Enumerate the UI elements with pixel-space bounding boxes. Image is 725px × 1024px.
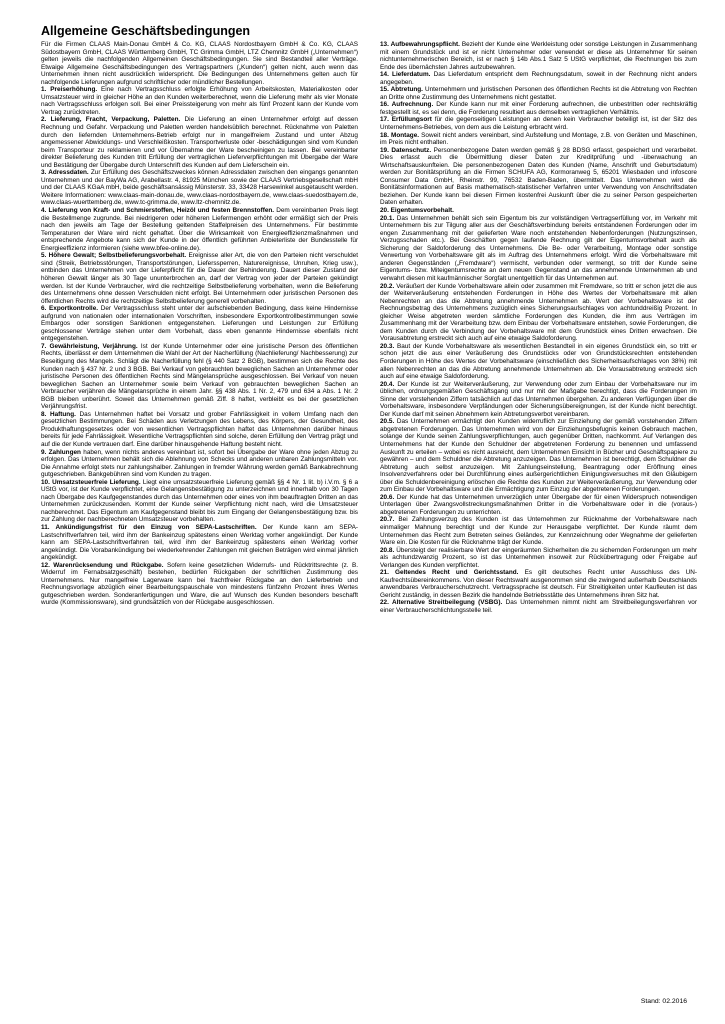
terms-paragraph: [41, 116, 358, 169]
paragraph-text: Zur Erfüllung des Geschäftszweckes können Adressdaten zwischen den eingangs genannten Unternehmen und der BayWa AG, Arabellastr. 4, 81925 München sowie der CLAAS Vertriebsgesellschaft mbH und der CLAAS KGaA mbH, beide geschäftsansässig Münsterstr. 33, 33428 Harsewinkel ausgetauscht werden. Weitere Informationen: www.claas-main-donau.de, www.claas-nordostbayern.de, www.claas-suedostbayern.de, www.claas-wuerttemberg.de, www.tc-grimma.de, www.ltz-chemnitz.de.: [41, 169, 358, 207]
terms-paragraph: [41, 524, 358, 562]
terms-paragraph: [380, 71, 697, 86]
paragraph-text: für die gegenseitigen Leistungen an denen kein Verbraucher beteiligt ist, ist der Sitz des Unternehmens-Betriebes, von dem aus die Leistung erbracht wird.: [380, 116, 697, 132]
paragraph-text: Ist der Kunde Unternehmer oder eine juristische Person des öffentlichen Rechts, überlässt er dem Unternehmen die Wahl der Art der Nacherfüllung (Nachlieferung/ Nachbesserung) zur Beseitigung des Mangels. Schlägt die Nacherfüllung fehl (§ 440 Satz 2 BGB), bestimmen sich die Rechte des Kunden nach § 437 Nr. 2 und 3 BGB. Bei Verkauf von gebrauchten beweglichen Sachen an Unternehmer oder juristische Personen des öffentlichen Rechts sind Mängelansprüche ausgeschlossen. Bei Verkauf von neuen beweglichen Sachen an Unternehmer sowie beim Verkauf von gebrauchten beweglichen Sachen an Verbraucher verjähren die Mängelansprüche in einem Jahr. §§ 438 Abs. 1 Nr. 2, 479 und 634 a Abs. 1 Nr. 2 BGB bleiben unberührt. Soweit das Unternehmen gemäß Ziff. 8 haftet, verbleibt es bei der gesetzlichen Verjährungsfrist.: [41, 342, 358, 411]
paragraph-heading: 6. Exportkontrolle.: [41, 305, 99, 313]
paragraph-heading: 20.5.: [380, 418, 395, 426]
paragraph-text: Die Lieferung an einen Unternehmer erfolgt auf dessen Rechnung und Gefahr. Verpackung und Paletten werden handelsüblich berechnet. Rücknahme von Paletten durch den liefernden Unternehmens-Betrieb erfolgt nur in mangelfreiem Zustand und unter Abzug angemessener Abwicklungs- und Verschleißkosten. Transportverluste oder -beschädigungen sind vom Kunden beim Transporteur zu reklamieren und vor Übernahme der Ware bescheinigen zu lassen. Bei vereinbarter direkter Belieferung des Kunden tritt Erfüllung der vertraglichen Lieferverpflichtungen mit Übergabe der Ware und Bestätigung der Übergabe durch Unterschrift des Kunden auf dem Lieferschein ein.: [41, 116, 358, 169]
terms-paragraph: [41, 562, 358, 607]
paragraph-heading: 20.6.: [380, 493, 395, 501]
paragraph-text: Das Unternehmen nimmt nicht am Streitbeilegungsverfahren vor einer Verbraucherschlichtungsstelle teil.: [380, 599, 697, 615]
paragraph-heading: 20.8.: [380, 546, 395, 554]
paragraph-text: Liegt eine umsatzsteuerfreie Lieferung gemäß §§ 4 Nr. 1 lit. b) i.V.m. § 6 a UStG vor, ist der Kunde verpflichtet, eine Gelangensbestätigung zu unterzeichnen und innerhalb von 30 Tagen nach Übergabe des Kaufgegenstandes durch das Unternehmen oder eines von ihm beauftragten Dritten an das Unternehmen zurückzusenden. Kommt der Kunde seiner Verpflichtung nicht nach, wird die Umsatzsteuer nachberechnet. Das Eigentum am Kaufgegenstand bleibt bis zum Eingang der Gelangensbestätigung bzw. bis zur Zahlung der nachberechneten Umsatzsteuer vorbehalten.: [41, 478, 358, 524]
paragraph-text: Der Kunde ist zur Weiterveräußerung, zur Verwendung oder zum Einbau der Vorbehaltsware nur im üblichen, ordnungsgemäßen Geschäftsgang und nur mit der Maßgabe berechtigt, dass die Forderungen im Sinne der vorstehenden Ziffern tatsächlich auf das Unternehmen übergehen. Zu anderen Verfügungen über die Vorbehaltsware, insbesondere Verpfändungen oder Sicherungsübereignungen, ist der Kunde nicht berechtigt. Der Kunde darf mit seinen Abnehmern kein Abtretungsverbot vereinbaren.: [380, 380, 697, 418]
terms-paragraph: [41, 41, 358, 86]
document-title: Allgemeine Geschäftsbedingungen: [41, 24, 251, 38]
paragraph-heading: 13. Aufbewahrungspflicht.: [380, 41, 460, 48]
terms-paragraph: [380, 132, 697, 147]
terms-paragraph: [41, 411, 358, 449]
paragraph-text: Bei Zahlungsverzug des Kunden ist das Unternehmen zur Rücknahme der Vorbehaltsware nach einmaliger Mahnung berechtigt und der Kunde zur Herausgabe verpflichtet. Der Kunde räumt dem Unternehmen das Recht zum Betreten seines Geländes, zur Kennzeichnung oder Wegnahme der gelieferten Ware ein. Die Kosten für die Rücknahme trägt der Kunde.: [380, 516, 697, 547]
paragraph-heading: 4. Lieferung von Kraft- und Schmierstoffen, Heizöl und festen Brennstoffen.: [41, 207, 275, 215]
terms-paragraph: [380, 116, 697, 131]
paragraph-text: Personenbezogene Daten werden gemäß § 28 BDSG erfasst, gespeichert und verarbeitet. Dies erfasst auch die Übermittlung dieser Daten zur Kreditprüfung und -überwachung an Wirtschaftsauskunfteien. Die personenbezogenen Daten des Kunden (Name, Anschrift und Geburtsdatum) werden zur Bonitätsprüfung an die Firmen SCHUFA AG, Kormoranweg 5, 65201 Wiesbaden und infoscore Consumer Data GmbH, Rheinstr. 99, 76532 Baden-Baden, übermittelt. Das Unternehmen wird die Bonitätsinformationen auf Basis mathematisch-statistischer Verfahren unter Verwendung von Anschriftsdaten beziehen. Der Kunde kann bei diesen Firmen kostenfrei Auskunft über die zu seiner Person gespeicherten Daten erhalten.: [380, 146, 697, 207]
paragraph-text: Dem vereinbarten Preis liegt die Bestellmenge zugrunde. Bei niedrigeren oder höheren Liefermengen erhöht oder ermäßigt sich der Preis nach den jeweils am Tage der Bestellung geltenden Staffelpreisen des Unternehmens. Für bestimmte Temperaturen der Ware wird nicht gehaftet. Über die Wirksamkeit von Energieeffizienzmaßnahmen und entsprechende Angebote kann sich der Kunde in der öffentlich geführten Anbieterliste der Bundesstelle für Energieeffizienz informieren (siehe www.bfee-online.de).: [41, 207, 358, 252]
paragraph-text: Baut der Kunde Vorbehaltsware als wesentlichen Bestandteil in ein eigenes Grundstück ein, so tritt er schon jetzt die aus einer Veräußerung des Grundstücks oder von Grundstücksrechten entstehenden Forderungen in Höhe des Wertes der Vorbehaltsware (einschließlich des Sicherheitsaufschlages von 38%) mit allen Nebenrechten an das die Abtretung annehmende Unternehmen ab. Die Vorausabtretung erstreckt sich auch auf eine etwaige Saldoforderung.: [380, 342, 697, 381]
paragraph-text: Übersteigt der realisierbare Wert der eingeräumten Sicherheiten die zu sichernden Forderungen um mehr als achtundzwanzig Prozent, so ist das Unternehmen insoweit zur Rückübertragung oder Freigabe auf Verlangen des Kunden verpflichtet.: [380, 546, 698, 569]
paragraph-heading: 20.2.: [380, 282, 395, 290]
paragraph-text: Ereignisse aller Art, die von den Parteien nicht verschuldet sind (Streik, Betriebsstörungen, Transportstörungen, Lieferssperren, Naturereignisse, Unruhen, Krieg usw.), entbinden das Unternehmen von der Lieferpflicht für die Dauer der Behinderung. Dauert dieser Zustand der höheren Gewalt länger als 30 Tage ununterbrochen an, darf der Vertrag von jeder der Parteien gekündigt werden. Ist der Kunde Verbraucher, wird die rechtzeitige Selbstbelieferung vorbehalten, wenn die Belieferung des Unternehmens ohne dessen Verschulden nicht erfolgt. Bei Unternehmern oder juristischen Personen des öffentlichen Rechts wird die rechtzeitige Selbstbelieferung generell vorbehalten.: [41, 252, 358, 305]
paragraph-text: Das Unternehmen ermächtigt den Kunden widerruflich zur Einziehung der gemäß vorstehenden Ziffern abgetretenen Forderungen. Das Unternehmen wird von der Einziehungsbefugnis keinen Gebrauch machen, solange der Kunde seinen Zahlungsverpflichtungen, auch gegenüber Dritten, nachkommt. Auf Verlangen des Unternehmens hat der Kunde den Schuldner der abgetretenen Forderung zu benennen und umfassend Auskunft zu erteilen – wobei es nicht ausreicht, dem Unternehmen Einsicht in Bücher und Geschäftspapiere zu gewähren – und dem Schuldner die Abtretung anzuzeigen. Das Unternehmen ist berechtigt, dem Schuldner die Abtretung auch selbst anzuzeigen. Mit Zahlungseinstellung, Beantragung oder Eröffnung eines Insolvenzverfahrens oder bei Durchführung eines außergerichtlichen Einigungsversuches mit den Gläubigern über die Schuldenbereinigung erlöschen die Rechte des Kunden zur Weiterveräußerung, zur Verwendung oder zum Einbau der Vorbehaltsware und die Ermächtigung zum Einzug der abgetretenen Forderungen.: [380, 418, 697, 494]
paragraph-text: Soweit nicht anders vereinbart, sind Aufstellung und Montage, z.B. von Geräten und Maschinen, im Preis nicht enthalten.: [380, 131, 697, 147]
terms-paragraph: [41, 479, 358, 524]
footer-date: Stand: 02.2016: [640, 998, 687, 1005]
paragraph-heading: 3. Adressdaten.: [41, 169, 89, 177]
terms-paragraph: [380, 547, 697, 570]
paragraph-text: Unternehmern und juristischen Personen des öffentlichen Rechts ist die Abtretung von Rechten an Dritte ohne Zustimmung des Unternehmens nicht gestattet.: [380, 86, 697, 101]
terms-paragraph: [380, 41, 697, 71]
terms-paragraph: [380, 418, 697, 493]
terms-column-left: [41, 41, 358, 607]
terms-paragraph: [41, 343, 358, 411]
terms-paragraph: [380, 599, 697, 614]
terms-paragraph: [380, 101, 697, 116]
terms-paragraph: [380, 215, 697, 283]
paragraph-heading: 1. Preiserhöhung.: [41, 86, 98, 94]
paragraph-text: Der Vertragsschluss steht unter der aufschiebenden Bedingung, dass keine Hindernisse aufgrund von nationalen oder internationalen Vorschriften, insbesondere Exportkontrollbestimmungen sowie Embargos oder sonstigen Sanktionen entgegenstehen. Lieferungen und Leistungen zur Erfüllung geschlossener Verträge stehen unter dem Vorbehalt, dass eben genannte Hindernisse ebenfalls nicht entgegenstehen.: [41, 305, 359, 343]
paragraph-heading: 7. Gewährleistung, Verjährung.: [41, 342, 138, 350]
paragraph-heading: 20.1.: [380, 214, 395, 222]
paragraph-heading: 5. Höhere Gewalt; Selbstbelieferungsvorbehalt.: [41, 252, 187, 260]
paragraph-text: Es gilt deutsches Recht unter Ausschluss des UN-Kaufrechtsübereinkommens. Von dieser Rechtswahl ausgenommen sind die zwingend außerhalb Deutschlands anwendbares Verbraucherschutzrecht. Vertragssprache ist deutsch. Für Streitigkeiten unter Kaufleuten ist das Gericht zuständig, in dessen Bezirk die handelnde Betriebsstätte des Unternehmens ihren Sitz hat.: [380, 569, 697, 599]
paragraph-text: Eine nach Vertragsschluss erfolgte Erhöhung von Arbeitskosten, Materialkosten oder Umsatzsteuer wird in gleicher Höhe an den Kunden weiterberechnet, wenn die Lieferung mehr als vier Monate nach Vertragsschluss erfolgen soll. Bei einer Preissteigerung von mehr als fünf Prozent kann der Kunde vom Vertrag zurücktreten.: [41, 86, 358, 116]
paragraph-text: Das Unternehmen behält sich sein Eigentum bis zur vollständigen Vertragserfüllung vor, im Verkehr mit Unternehmern bis zur Tilgung aller aus der Geschäftsverbindung bereits entstandenen Forderungen oder im engen Zusammenhang mit der gelieferten Ware noch entstehenden Nebenforderungen (Nutzungszinsen, Verzugsschaden etc.). Bei Geschäften gegen laufende Rechnung gilt der Eigentumsvorbehalt auch als Sicherung der Saldoforderung des Unternehmens. Die Be- oder Verarbeitung, Montage oder sonstige Verwertung von Vorbehaltsware gilt als im Auftrag des Unternehmens erfolgt. Wird die Vorbehaltsware mit anderen Gegenständen („Fremdware“) vermischt, verbunden oder vermengt, so tritt der Kunde seine Eigentums- bzw. Miteigentumsrechte an dem neuen Gegenstand an das annehmende Unternehmen ab und verwahrt diesen mit kaufmännischer Sorgfalt unentgeltlich für das Unternehmen auf.: [380, 214, 697, 282]
terms-paragraph: [41, 305, 358, 343]
paragraph-heading: 2. Lieferung, Fracht, Verpackung, Paletten.: [41, 116, 181, 124]
paragraph-text: Der Kunde kann am SEPA-Lastschriftverfahren teil, wird ihm der Bankeinzug spätestens einen Werktag vorher angekündigt. Der Kunde kann am SEPA-Lastschriftverfahren teil, wird ihm der Bankeinzug spätestens einen Werktag vorher angekündigt. Die Vorabankündigung bei wiederkehrender Zahlungen mit gleichen Beträgen wird einmal jährlich angekündigt.: [41, 524, 358, 562]
paragraph-heading: 20.4.: [380, 380, 395, 388]
paragraph-heading: 11. Ankündigungsfrist für den Einzug von SEPA-Lastschriften.: [41, 524, 257, 531]
paragraph-heading: 16. Aufrechnung.: [380, 101, 434, 109]
paragraph-heading: 21. Geltendes Recht und Gerichtsstand.: [380, 569, 519, 577]
paragraph-heading: 15. Abtretung.: [380, 86, 423, 94]
terms-paragraph: [41, 169, 358, 207]
paragraph-heading: 9. Zahlungen: [41, 448, 81, 456]
paragraph-text: Sofern keine gesetzlichen Widerrufs- und Rücktrittsrechte (z. B. Widerruf im Fernabsatzgeschäft) bestehen, bedürfen Rückgaben der schriftlichen Zustimmung des Unternehmens. Nur mangelfreie Lagerware kann bei frachtfreier Rückgabe an den Lieferbetrieb und Rechnungsvorlage abzüglich einer Bearbeitungspauschale von mindestens fünfzehn Prozent ihres Wertes gutgeschrieben werden. Sonderanfertigungen und Ware, die auf Wunsch des Kunden besonders beschafft wurde (Kommissionsware), sind grundsätzlich von der Rückgabe ausgeschlossen.: [41, 561, 358, 607]
paragraph-text: Der Kunde kann nur mit einer Forderung aufrechnen, die unbestritten oder rechtskräftig festgestellt ist, es sei denn, die Forderung resultiert aus demselben vertraglichen Verhältnis.: [380, 101, 697, 116]
paragraph-heading: 18. Montage.: [380, 131, 420, 139]
terms-paragraph: [380, 569, 697, 599]
terms-paragraph: [380, 381, 697, 419]
terms-paragraph: [41, 449, 358, 479]
terms-paragraph: [41, 86, 358, 116]
paragraph-heading: 12. Warenrücksendung und Rückgabe.: [41, 561, 164, 569]
paragraph-heading: 17. Erfüllungsort: [380, 116, 432, 124]
paragraph-heading: 20. Eigentumsvorbehalt.: [380, 207, 454, 215]
terms-paragraph: [41, 252, 358, 305]
paragraph-heading: 14. Lieferdatum.: [380, 71, 431, 79]
terms-column-right: [380, 41, 697, 615]
paragraph-text: Veräußert der Kunde Vorbehaltsware allein oder zusammen mit Fremdware, so tritt er schon jetzt die aus der Weiterveräußerung entstehenden Forderungen in Höhe des Wertes der Vorbehaltsware mit allen Nebenrechten an das die Abtretung annehmende Unternehmen ab. Wert der Vorbehaltsware ist der Rechnungsbetrag des Unternehmens zuzüglich eines Sicherungsaufschlages von achtunddreißig Prozent. In gleicher Weise abgetreten werden sämtliche Forderungen des Kunden, die ihm aus Verträgen im Zusammenhang mit der Verarbeitung bzw. dem Einbau der Vorbehaltsware entstehen, sowie Forderungen, die dem Kunden durch die Verbindung der Vorbehaltsware mit dem Grundstück eines Dritten erwachsen. Die Vorausabtretung erstreckt sich auch auf eine etwaige Saldoforderung.: [380, 282, 697, 343]
paragraph-heading: 19. Datenschutz.: [380, 146, 432, 154]
paragraph-text: Bezieht der Kunde eine Werkleistung oder sonstige Leistungen in Zusammenhang mit einem Grundstück und ist er nicht Unternehmer oder verwendet er diese als Unternehmer für seinen nichtunternehmerischen Bereich, ist er nach § 14b Abs.1 Satz 5 UStG verpflichtet, die Rechnungen bis zum Ende des übernächsten Jahres aufzubewahren.: [380, 41, 697, 71]
terms-paragraph: [41, 207, 358, 252]
paragraph-text: Das Lieferdatum entspricht dem Rechnungsdatum, soweit in der Rechnung nicht anders angegeben.: [380, 71, 698, 86]
paragraph-heading: 20.7.: [380, 516, 395, 524]
paragraph-heading: 10. Umsatzsteuerfreie Lieferung.: [41, 478, 141, 486]
paragraph-text: Das Unternehmen haftet bei Vorsatz und grober Fahrlässigkeit in vollem Umfang nach den gesetzlichen Bestimmungen. Bei Schäden aus Verletzungen des Lebens, des Körpers, der Gesundheit, des Produkthaftungsgesetzes oder von wesentlichen Vertragspflichten haftet das Unternehmen darüber hinaus bereits für jede Fahrlässigkeit. Wesentliche Vertragspflichten sind solche, deren Erfüllung den Vertrag prägt und auf die der Kunde vertrauen darf. Eine darüber hinausgehende Haftung besteht nicht.: [41, 410, 358, 448]
paragraph-heading: 22. Alternative Streitbeilegung (VSBG).: [380, 599, 503, 607]
terms-paragraph: [380, 516, 697, 546]
terms-paragraph: [380, 283, 697, 343]
paragraph-heading: 20.3.: [380, 342, 395, 350]
paragraph-heading: 8. Haftung.: [41, 410, 76, 418]
terms-paragraph: [380, 147, 697, 207]
terms-paragraph: [380, 86, 697, 101]
terms-paragraph: [380, 343, 697, 381]
paragraph-text: Der Kunde hat das Unternehmen unverzüglich unter Übergabe der für einen Widerspruch notwendigen Unterlagen über Zwangsvollstreckungsmaßnahmen Dritter in die Vorbehaltsware oder in die (voraus-) abgetretenen Forderungen zu unterrichten.: [380, 493, 698, 516]
paragraph-text: Für die Firmen CLAAS Main-Donau GmbH & Co. KG, CLAAS Nordostbayern GmbH & Co. KG, CLAAS Südostbayern GmbH, CLAAS Württemberg GmbH, TC Grimma GmbH, LTZ Chemnitz GmbH („Unternehmen“) gelten jeweils die nachfolgenden Allgemeinen Geschäftsbedingungen. Sie sind Bestandteil aller Verträge. Etwaige Allgemeine Geschäftsbedingungen des Vertragspartners („Kunden“) gelten nicht, auch wenn das Unternehmen ihnen nicht ausdrücklich widerspricht. Die Bedingungen des Unternehmens gelten auch für nachfolgende Lieferungen aufgrund schriftlicher oder mündlicher Bestellungen.: [41, 41, 358, 86]
terms-paragraph: [380, 207, 697, 215]
terms-paragraph: [380, 494, 697, 517]
paragraph-text: haben, wenn nichts anderes vereinbart ist, sofort bei Übergabe der Ware ohne jeden Abzug zu erfolgen. Das Unternehmen behält sich die Ablehnung von Schecks und anderen unbaren Zahlungsmitteln vor. Die Annahme erfolgt stets nur zahlungshalber. Zahlungen in fremder Währung werden gemäß Bankabrechnung gutgeschrieben. Bankgebühren sind vom Kunden zu tragen.: [41, 448, 358, 479]
